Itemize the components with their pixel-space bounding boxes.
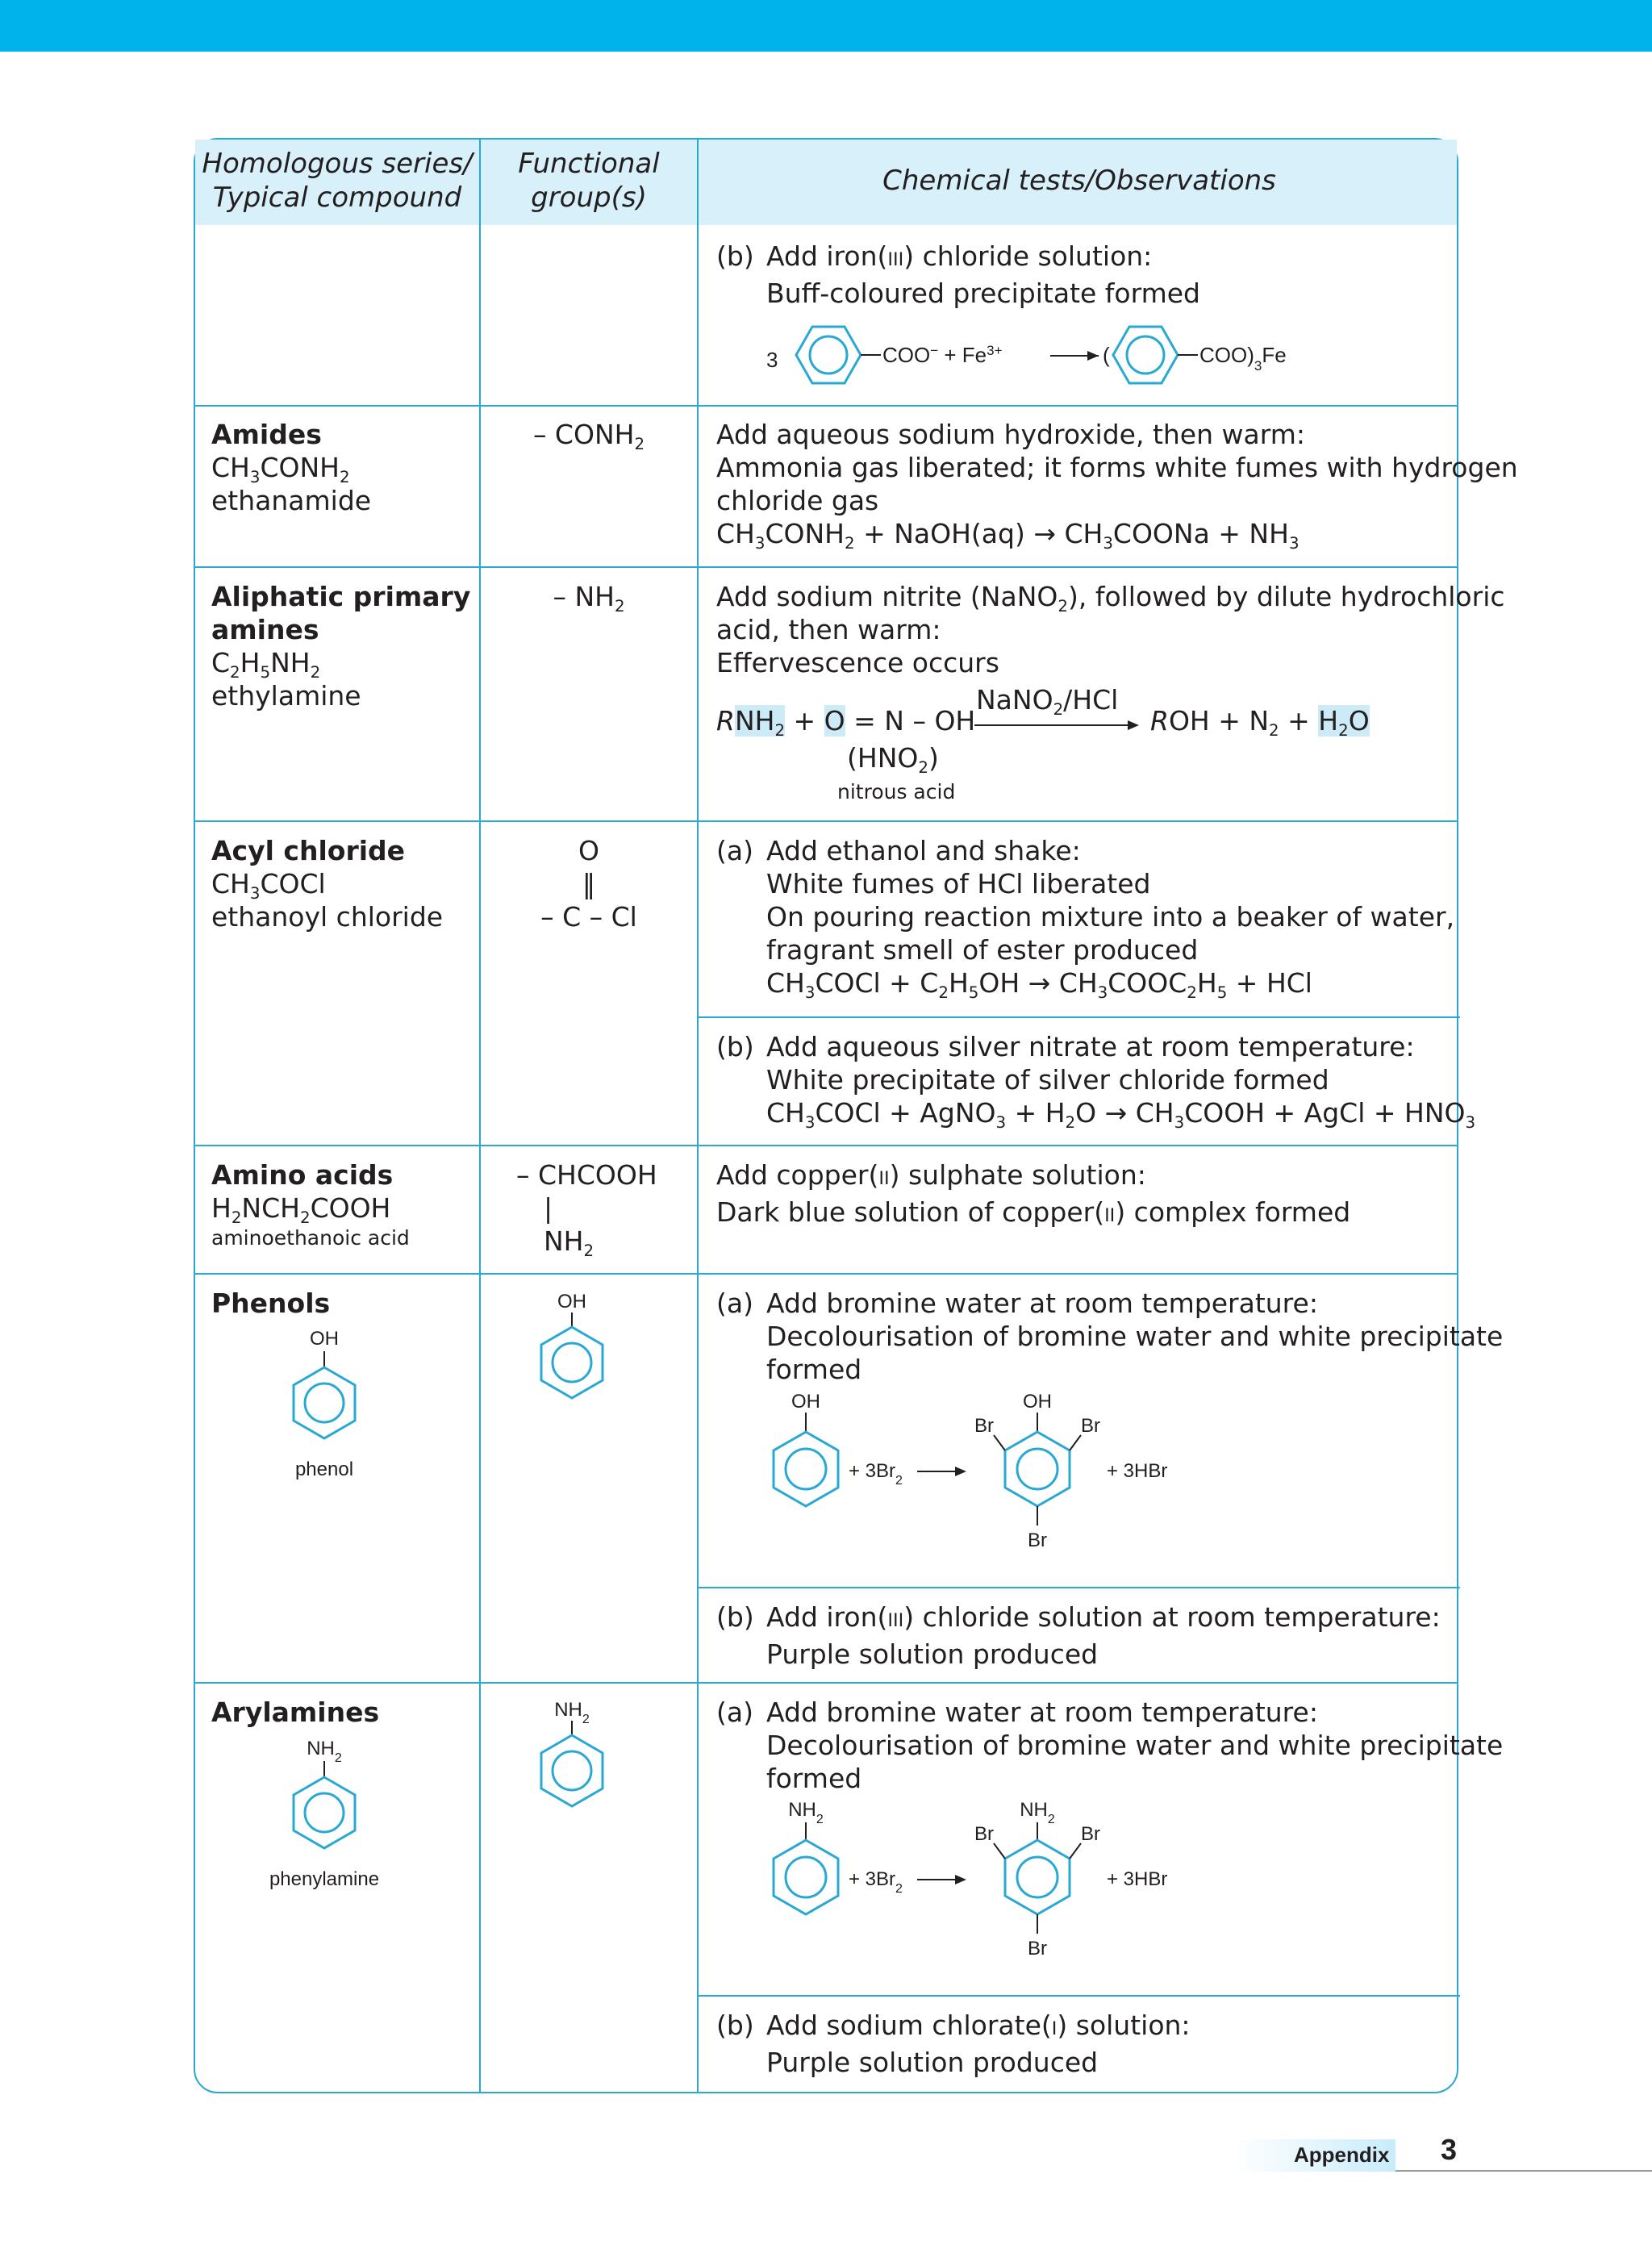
svg-text:OH: OH	[310, 1328, 339, 1350]
svg-text:Br: Br	[1081, 1415, 1100, 1437]
chemical-tests-table	[194, 138, 1518, 2093]
amino-series: Amino acids $H_2NCH_2COOH$ aminoethanoic acid	[211, 1159, 410, 1250]
acyl-test-a: Add ethanol and shake: White fumes of HCl liberated On pouring reaction mixture into a beaker of water, fragrant smell of ester produced $CH_3COCl + C_2H_5OH$ → $CH_3COOC_2H_5$ + HCl	[766, 835, 1455, 1002]
amines-series: Aliphatic primary amines $C_2H_5NH_2$ ethylamine	[211, 581, 471, 712]
amides-series: Amides $CH_3CONH_2$ ethanamide	[211, 419, 372, 516]
svg-text:OH: OH	[557, 1291, 586, 1313]
row0-iron-equation	[760, 317, 1454, 398]
row-divider	[195, 820, 1457, 822]
amines-equation-left: $RNH_2 + O = N$ – OH	[716, 705, 976, 740]
arylamine-bromination-reaction	[760, 1797, 1244, 1990]
benzene-ring-icon	[1005, 1840, 1070, 1914]
phenols-test-a-label: (a)	[716, 1288, 753, 1319]
benzene-ring-icon	[1113, 327, 1178, 383]
svg-text:OH: OH	[791, 1391, 820, 1413]
svg-text:+ 3HBr: + 3HBr	[1107, 1868, 1168, 1890]
benzene-ring-icon	[541, 1327, 603, 1398]
subrow-divider	[697, 1587, 1460, 1588]
amino-tests: Add copper(II) sulphate solution: Dark blue solution of copper(II) complex formed	[716, 1159, 1351, 1228]
svg-text:NH2: $NH_2$	[554, 1699, 590, 1726]
amines-tests: Add sodium nitrite (NaNO$_2$), followed by dilute hydrochloric acid, then warm: Effervescence occurs	[716, 581, 1505, 678]
eq-coefficient: 3	[766, 348, 778, 372]
svg-text:Br: Br	[1028, 1530, 1047, 1551]
amines-group: – $NH_2$	[553, 581, 625, 616]
row-divider	[195, 405, 1457, 407]
reaction-arrow	[973, 717, 1142, 733]
benzene-ring-icon	[294, 1367, 355, 1438]
benzene-ring-icon	[1005, 1432, 1070, 1506]
page-number: 3	[1441, 2133, 1458, 2166]
footer-section-label: Appendix	[1294, 2143, 1390, 2167]
acyl-series: Acyl chloride $CH_3COCl$ ethanoyl chloride	[211, 835, 444, 933]
arylamine-group-structure	[524, 1693, 620, 1814]
arylamines-test-b-label: (b)	[716, 2010, 754, 2041]
row-divider	[195, 566, 1457, 568]
svg-text:NH2: $NH_2$	[788, 1799, 824, 1826]
benzene-ring-icon	[774, 1432, 838, 1506]
svg-text:+ 3HBr: + 3HBr	[1107, 1460, 1168, 1482]
amines-condition: NaNO$_2$/HCl	[976, 684, 1119, 719]
footer-rule	[1395, 2170, 1652, 2172]
benzene-ring-icon	[541, 1735, 603, 1806]
amides-tests: Add aqueous sodium hydroxide, then warm: Ammonia gas liberated; it forms white fumes with hydrogen chloride gas $CH_3CONH_2$ + NaOH(aq) → $CH_3COONa + NH_3$	[716, 419, 1518, 553]
acyl-test-b: Add aqueous silver nitrate at room temperature: White precipitate of silver chloride formed $CH_3COCl$ + AgNO$_3$ + $H_2O$ → $CH_3COOH$ + AgCl + $HNO_3$	[766, 1031, 1476, 1132]
benzene-ring-icon	[796, 327, 861, 383]
header-col-tests: Chemical tests/Observations	[882, 165, 1276, 197]
phenols-test-a: Add bromine water at room temperature: Decolourisation of bromine water and white precipitate formed	[766, 1288, 1504, 1385]
svg-text:+ 3Br2: + $3Br_2$	[849, 1460, 903, 1488]
arylamines-test-a-label: (a)	[716, 1696, 753, 1728]
svg-text:Br: Br	[974, 1415, 994, 1437]
svg-text:phenylamine: phenylamine	[269, 1868, 380, 1890]
amines-equation-right: ROH + $N_2 + H_2O$	[1150, 705, 1370, 740]
phenols-series: Phenols	[211, 1288, 331, 1319]
subrow-divider	[697, 1995, 1460, 1997]
amides-group: – $CONH_2$	[532, 419, 645, 453]
phenols-test-b-label: (b)	[716, 1601, 754, 1633]
phenol-bromination-reaction	[760, 1388, 1244, 1582]
amines-hno2: $(HNO_2)$	[847, 742, 939, 777]
header-col-group: Functional group(s)	[518, 148, 660, 214]
svg-text:NH2: $NH_2$	[1020, 1799, 1055, 1826]
svg-text:(: (	[1103, 343, 1110, 367]
top-banner	[0, 0, 1652, 52]
col-divider-2	[697, 140, 699, 2092]
amino-group: – CHCOOH | $NH_2$	[516, 1159, 657, 1260]
acyl-group: O ‖ – C – Cl	[540, 835, 637, 933]
svg-text:COO− + Fe3+: $COO^- + Fe^{3+}$	[882, 342, 1003, 367]
phenylamine-structure	[260, 1735, 389, 1897]
arylamines-series: Arylamines	[211, 1696, 380, 1728]
acyl-test-b-label: (b)	[716, 1031, 754, 1062]
benzene-ring-icon	[774, 1840, 838, 1914]
phenol-structure	[260, 1325, 389, 1487]
phenol-group-structure	[524, 1285, 620, 1406]
svg-text:Br: Br	[1028, 1938, 1047, 1959]
row0-test-b-text: Add iron(III) chloride solution: Buff-coloured precipitate formed	[766, 240, 1200, 309]
row0-test-b: (b)	[716, 240, 754, 272]
acyl-test-a-label: (a)	[716, 835, 753, 866]
row-divider	[195, 1273, 1457, 1275]
arylamines-test-a: Add bromine water at room temperature: Decolourisation of bromine water and white precipitate formed	[766, 1696, 1504, 1794]
svg-text:Br: Br	[1081, 1823, 1100, 1845]
svg-text:+ 3Br2: + $3Br_2$	[849, 1868, 903, 1896]
svg-text:Br: Br	[974, 1823, 994, 1845]
header-col-series: Homologous series/ Typical compound	[202, 148, 473, 214]
arylamines-test-b: Add sodium chlorate(I) solution: Purple solution produced	[766, 2010, 1191, 2078]
svg-text:COO)3Fe: $COO)_3Fe$	[1199, 343, 1287, 374]
benzene-ring-icon	[294, 1777, 355, 1848]
subrow-divider	[697, 1016, 1460, 1018]
svg-text:phenol: phenol	[294, 1459, 354, 1480]
phenols-test-b: Add iron(III) chloride solution at room temperature: Purple solution produced	[766, 1601, 1441, 1670]
row-divider	[195, 1682, 1457, 1684]
svg-text:OH: OH	[1023, 1391, 1052, 1413]
amines-nitrous-acid-label: nitrous acid	[837, 780, 956, 803]
svg-text:NH2: $NH_2$	[307, 1738, 342, 1765]
row-divider	[195, 1145, 1457, 1146]
